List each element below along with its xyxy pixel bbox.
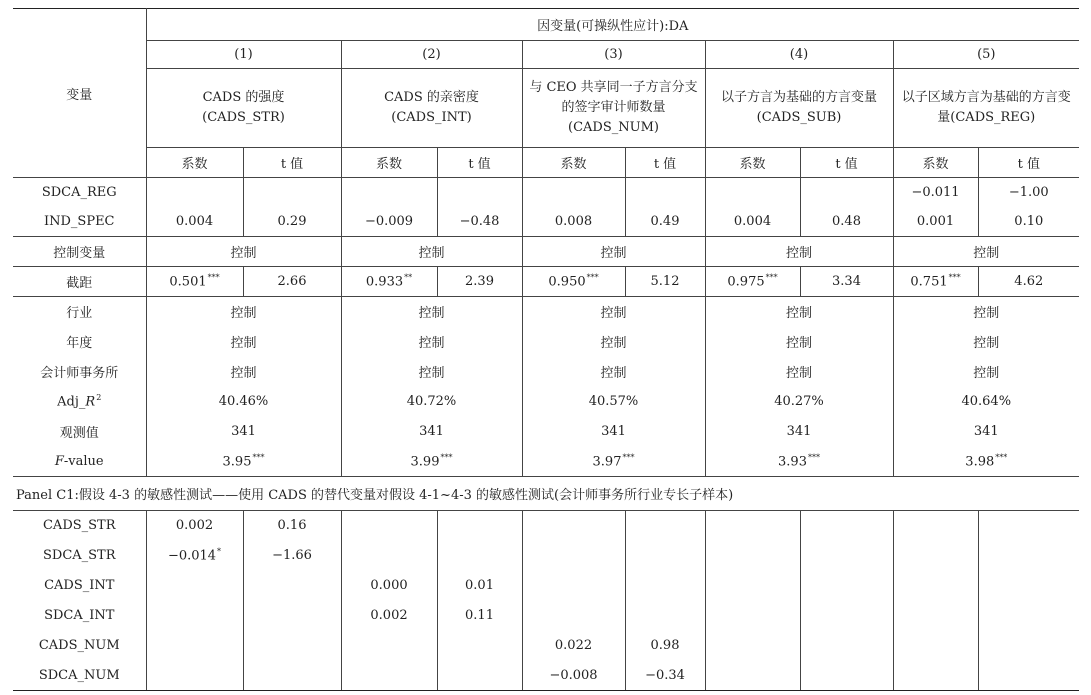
table-cell — [243, 631, 341, 661]
coef-value: −0.014 — [167, 548, 217, 564]
table-cell — [625, 511, 705, 541]
f-value: 3.93 — [778, 454, 807, 470]
t-header: t 值 — [437, 148, 522, 178]
table-cell: 0.004 — [146, 208, 243, 237]
table-cell — [705, 178, 800, 208]
t-header: t 值 — [243, 148, 341, 178]
row-label-italic: R — [85, 394, 96, 410]
stat-cell: 40.72% — [341, 387, 522, 417]
table-row — [13, 631, 1079, 661]
control-cell: 控制 — [341, 357, 522, 387]
control-cell: 控制 — [146, 237, 341, 267]
table-cell — [522, 178, 625, 208]
table-cell — [243, 571, 341, 601]
table-cell: −0.008 — [522, 661, 625, 691]
coef-header: 系数 — [146, 148, 243, 178]
model-5-title: 以子区域方言为基础的方言变量(CADS_REG) — [893, 69, 1079, 148]
table-cell: 0.002 — [341, 601, 437, 631]
control-cell: 控制 — [522, 357, 705, 387]
control-cell: 控制 — [705, 327, 893, 357]
control-cell: 控制 — [705, 297, 893, 327]
table-cell: 0.004 — [705, 208, 800, 237]
table-cell — [243, 661, 341, 691]
model-4-title: 以子方言为基础的方言变量(CADS_SUB) — [705, 69, 893, 148]
control-cell: 控制 — [146, 297, 341, 327]
table-cell: 0.001 — [893, 208, 978, 237]
row-label-text: Adj_ — [57, 394, 86, 410]
row-label: CADS_INT — [13, 571, 146, 601]
significance-stars: * — [217, 547, 222, 557]
table-cell — [625, 601, 705, 631]
table-cell — [893, 661, 978, 691]
coef-value: 0.933 — [365, 274, 404, 290]
table-cell — [893, 541, 978, 571]
stat-cell — [705, 447, 893, 477]
row-label-italic: F — [54, 453, 64, 469]
row-label: 年度 — [13, 327, 146, 357]
stat-cell — [341, 447, 522, 477]
table-cell: 0.10 — [1014, 214, 1044, 230]
table-cell: 2.66 — [243, 267, 341, 297]
table-cell — [243, 601, 341, 631]
table-cell — [893, 511, 978, 541]
coef-value: 0.975 — [727, 274, 765, 290]
table-cell: −0.48 — [437, 208, 522, 237]
table-cell — [800, 661, 893, 691]
table-cell — [978, 541, 1079, 571]
stat-cell: 40.64% — [961, 394, 1012, 409]
significance-stars: *** — [765, 273, 778, 283]
table-cell — [978, 511, 1079, 541]
table-cell — [146, 267, 243, 297]
table-cell — [437, 661, 522, 691]
table-cell — [146, 601, 243, 631]
model-1-number: (1) — [146, 41, 341, 69]
significance-stars: ** — [404, 273, 413, 283]
coef-header: 系数 — [705, 148, 800, 178]
significance-stars: *** — [252, 453, 265, 463]
stat-cell: 40.27% — [705, 387, 893, 417]
dependent-variable-title: 因变量(可操纵性应计):DA — [146, 9, 1079, 41]
control-cell: 控制 — [893, 297, 1079, 327]
table-cell: 0.022 — [522, 631, 625, 661]
row-label: CADS_STR — [13, 511, 146, 541]
table-cell: 0.01 — [437, 571, 522, 601]
control-cell: 控制 — [341, 237, 522, 267]
table-cell: 0.002 — [146, 511, 243, 541]
model-5-number: (5) — [893, 41, 1079, 69]
table-cell — [522, 571, 625, 601]
table-cell — [522, 601, 625, 631]
significance-stars: *** — [622, 453, 635, 463]
row-label: 控制变量 — [13, 237, 146, 267]
table-row — [13, 237, 1079, 267]
table-row — [13, 511, 1079, 541]
control-cell: 控制 — [705, 237, 893, 267]
table-row — [13, 571, 1079, 601]
row-label-text: -value — [63, 453, 104, 469]
control-cell: 控制 — [522, 297, 705, 327]
table-cell: 0.11 — [437, 601, 522, 631]
table-cell — [705, 661, 800, 691]
stat-cell — [146, 447, 341, 477]
table-cell — [800, 601, 893, 631]
coef-value: 0.501 — [169, 274, 207, 290]
row-label: CADS_NUM — [13, 631, 146, 661]
control-cell: 控制 — [705, 357, 893, 387]
table-cell — [522, 511, 625, 541]
table-cell: 4.62 — [978, 267, 1079, 297]
coef-value: 0.751 — [910, 274, 948, 290]
table-cell — [522, 267, 625, 297]
stat-cell: 40.46% — [146, 387, 341, 417]
significance-stars: *** — [995, 453, 1008, 463]
table-row — [13, 661, 1079, 691]
table-cell — [978, 631, 1079, 661]
table-cell — [625, 541, 705, 571]
table-cell — [341, 541, 437, 571]
table-cell — [800, 511, 893, 541]
table-cell — [146, 571, 243, 601]
row-label: SDCA_REG — [13, 178, 146, 208]
table-cell: 0.98 — [625, 631, 705, 661]
f-value: 3.98 — [965, 454, 995, 470]
table-cell — [800, 541, 893, 571]
row-label: 行业 — [13, 297, 146, 327]
table-cell — [437, 541, 522, 571]
table-cell — [978, 571, 1079, 601]
table-cell — [705, 541, 800, 571]
f-value: 3.95 — [222, 454, 252, 470]
table-row — [13, 447, 1079, 477]
table-row — [13, 601, 1079, 631]
table-cell — [705, 267, 800, 297]
table-cell — [437, 511, 522, 541]
stat-cell: 40.57% — [522, 387, 705, 417]
table-row — [13, 541, 1079, 571]
table-row — [13, 178, 1079, 208]
table-cell — [341, 267, 437, 297]
table-row — [13, 208, 1079, 237]
table-cell: 0.48 — [800, 208, 893, 237]
t-header: t 值 — [978, 148, 1079, 178]
table-cell — [800, 631, 893, 661]
table-cell — [146, 661, 243, 691]
table-row — [13, 357, 1079, 387]
model-2-number: (2) — [341, 41, 522, 69]
table-cell: 0.49 — [625, 208, 705, 237]
row-label — [13, 387, 146, 417]
row-label: SDCA_STR — [13, 541, 146, 571]
table-cell — [146, 541, 243, 571]
table-cell — [341, 178, 437, 208]
t-header: t 值 — [800, 148, 893, 178]
control-cell: 控制 — [522, 237, 705, 267]
stat-cell: 341 — [341, 417, 522, 447]
control-cell: 控制 — [146, 327, 341, 357]
control-cell: 控制 — [522, 327, 705, 357]
table-cell: −1.00 — [1008, 185, 1049, 201]
row-label: SDCA_NUM — [13, 661, 146, 691]
table-row — [13, 297, 1079, 327]
control-cell: 控制 — [341, 327, 522, 357]
table-cell — [705, 571, 800, 601]
model-3-number: (3) — [522, 41, 705, 69]
table-cell — [625, 571, 705, 601]
table-cell: −1.66 — [243, 541, 341, 571]
row-label — [13, 447, 146, 477]
control-cell: 控制 — [341, 297, 522, 327]
table-cell: 3.34 — [800, 267, 893, 297]
control-cell: 控制 — [893, 237, 1079, 267]
model-4-number: (4) — [705, 41, 893, 69]
table-cell — [705, 601, 800, 631]
table-cell: 0.000 — [341, 571, 437, 601]
coef-header: 系数 — [522, 148, 625, 178]
table-cell — [243, 178, 341, 208]
table-cell — [341, 661, 437, 691]
variable-header: 变量 — [13, 9, 146, 178]
table-cell: 0.16 — [243, 511, 341, 541]
table-cell — [893, 601, 978, 631]
table-cell — [978, 661, 1079, 691]
table-cell — [893, 631, 978, 661]
row-label: 观测值 — [13, 417, 146, 447]
table-cell — [705, 511, 800, 541]
row-label: SDCA_INT — [13, 601, 146, 631]
row-label: 截距 — [13, 267, 146, 297]
table-cell — [893, 571, 978, 601]
table-cell: −0.34 — [625, 661, 705, 691]
coef-header: 系数 — [893, 148, 978, 178]
table-row — [13, 417, 1079, 447]
model-2-title: CADS 的亲密度 (CADS_INT) — [341, 69, 522, 148]
table-cell — [341, 631, 437, 661]
control-cell: 控制 — [146, 357, 341, 387]
table-cell: 0.29 — [243, 208, 341, 237]
stat-cell: 341 — [522, 417, 705, 447]
row-label-superscript: 2 — [96, 393, 102, 403]
table-cell — [978, 601, 1079, 631]
significance-stars: *** — [207, 273, 220, 283]
significance-stars: *** — [440, 453, 453, 463]
control-cell: 控制 — [973, 336, 1000, 351]
stat-cell — [893, 447, 1079, 477]
row-label: 会计师事务所 — [13, 357, 146, 387]
model-1-title: CADS 的强度 (CADS_STR) — [146, 69, 341, 148]
regression-table — [13, 8, 1079, 691]
stat-cell: 341 — [973, 424, 999, 439]
significance-stars: *** — [807, 453, 820, 463]
table-row — [13, 267, 1079, 297]
significance-stars: *** — [948, 273, 961, 283]
panel-c1-title: Panel C1:假设 4-3 的敏感性测试——使用 CADS 的替代变量对假设 4-1~4-3 的敏感性测试(会计师事务所行业专长子样本) — [13, 477, 1079, 511]
f-value: 3.97 — [592, 454, 622, 470]
table-cell: 0.008 — [522, 208, 625, 237]
model-3-title: 与 CEO 共享同一子方言分支的签字审计师数量 (CADS_NUM) — [522, 69, 705, 148]
coef-value: 0.950 — [548, 274, 586, 290]
table-cell — [146, 178, 243, 208]
t-header: t 值 — [625, 148, 705, 178]
table-cell — [893, 267, 978, 297]
table-cell — [146, 631, 243, 661]
row-label: IND_SPEC — [13, 208, 146, 237]
table-row — [13, 387, 1079, 417]
table-row — [13, 327, 1079, 357]
coef-header: 系数 — [341, 148, 437, 178]
table-cell — [341, 511, 437, 541]
table-cell — [437, 631, 522, 661]
table-cell — [625, 178, 705, 208]
table-cell: 5.12 — [625, 267, 705, 297]
significance-stars: *** — [586, 273, 599, 283]
table-cell: −0.009 — [341, 208, 437, 237]
stat-cell — [522, 447, 705, 477]
f-value: 3.99 — [410, 454, 440, 470]
table-cell: 2.39 — [437, 267, 522, 297]
control-cell: 控制 — [973, 366, 1000, 381]
table-cell — [800, 178, 893, 208]
table-cell — [800, 571, 893, 601]
table-cell — [437, 178, 522, 208]
table-cell — [705, 631, 800, 661]
table-cell — [522, 541, 625, 571]
table-cell: −0.011 — [893, 178, 978, 208]
stat-cell: 341 — [705, 417, 893, 447]
stat-cell: 341 — [146, 417, 341, 447]
